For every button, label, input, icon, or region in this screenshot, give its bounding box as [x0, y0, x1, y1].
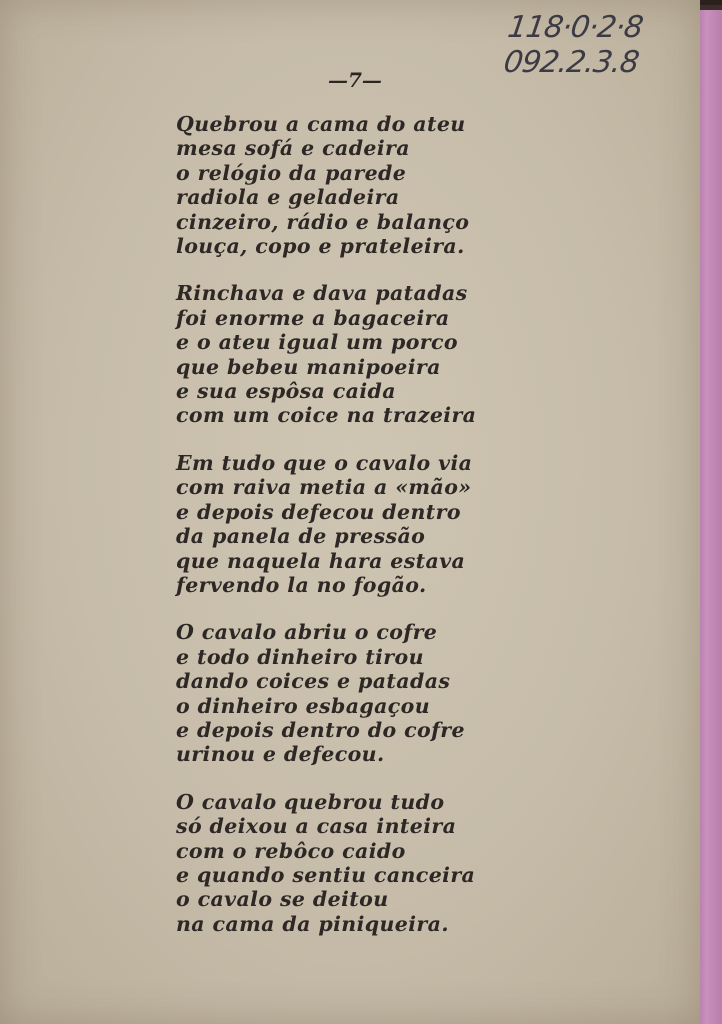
verse-line: dando coices e patadas [176, 669, 451, 694]
verse-line: e todo dinheiro tirou [176, 644, 424, 669]
stanza [176, 281, 536, 427]
verse-line: mesa sofá e cadeira [176, 136, 410, 161]
verse-line: e o ateu igual um porco [176, 330, 458, 355]
stanza [176, 451, 536, 597]
verse-line: que bebeu manipoeira [176, 354, 441, 379]
stanza [176, 790, 536, 936]
verse-line: com o rebôco caido [176, 838, 406, 863]
verse-line: e depois dentro do cofre [176, 717, 465, 742]
verse-line: e quando sentiu canceira [176, 862, 476, 887]
verse-line: foi enorme a bagaceira [176, 305, 450, 330]
verse-line: e depois defecou dentro [176, 499, 461, 524]
verse-line: Rinchava e dava patadas [176, 281, 468, 306]
poem [176, 112, 536, 959]
verse-line: com um coice na trazeira [176, 403, 477, 428]
verse-line: Em tudo que o cavalo via [176, 450, 473, 475]
verse-line: o relógio da parede [176, 160, 407, 185]
verse-line: o cavalo se deitou [176, 887, 389, 912]
stanza [176, 620, 536, 766]
handwritten-catalog-number-2: 092.2.3.8 [501, 45, 641, 80]
verse-line: fervendo la no fogão. [176, 572, 427, 597]
verse-line: louça, copo e prateleira. [176, 234, 465, 259]
verse-line: da panela de pressão [176, 524, 426, 549]
verse-line: na cama da piniqueira. [176, 911, 449, 936]
verse-line: Quebrou a cama do ateu [176, 112, 466, 136]
verse-line: e sua espôsa caida [176, 379, 396, 404]
verse-line: que naquela hara estava [176, 548, 466, 573]
verse-line: só deixou a casa inteira [176, 814, 457, 839]
verse-line: com raiva metia a «mão» [176, 475, 472, 500]
verse-line: urinou e defecou. [176, 742, 385, 767]
handwritten-catalog-number-1: 118·0·2·8 [505, 10, 645, 45]
verse-line: O cavalo quebrou tudo [176, 789, 445, 814]
verse-line: o dinheiro esbagaçou [176, 693, 431, 718]
verse-line: O cavalo abriu o cofre [176, 620, 438, 645]
stanza [176, 112, 536, 258]
verse-line: cinzeiro, rádio e balanço [176, 209, 470, 234]
page-number: —7— [328, 68, 382, 92]
verse-line: radiola e geladeira [176, 185, 400, 210]
